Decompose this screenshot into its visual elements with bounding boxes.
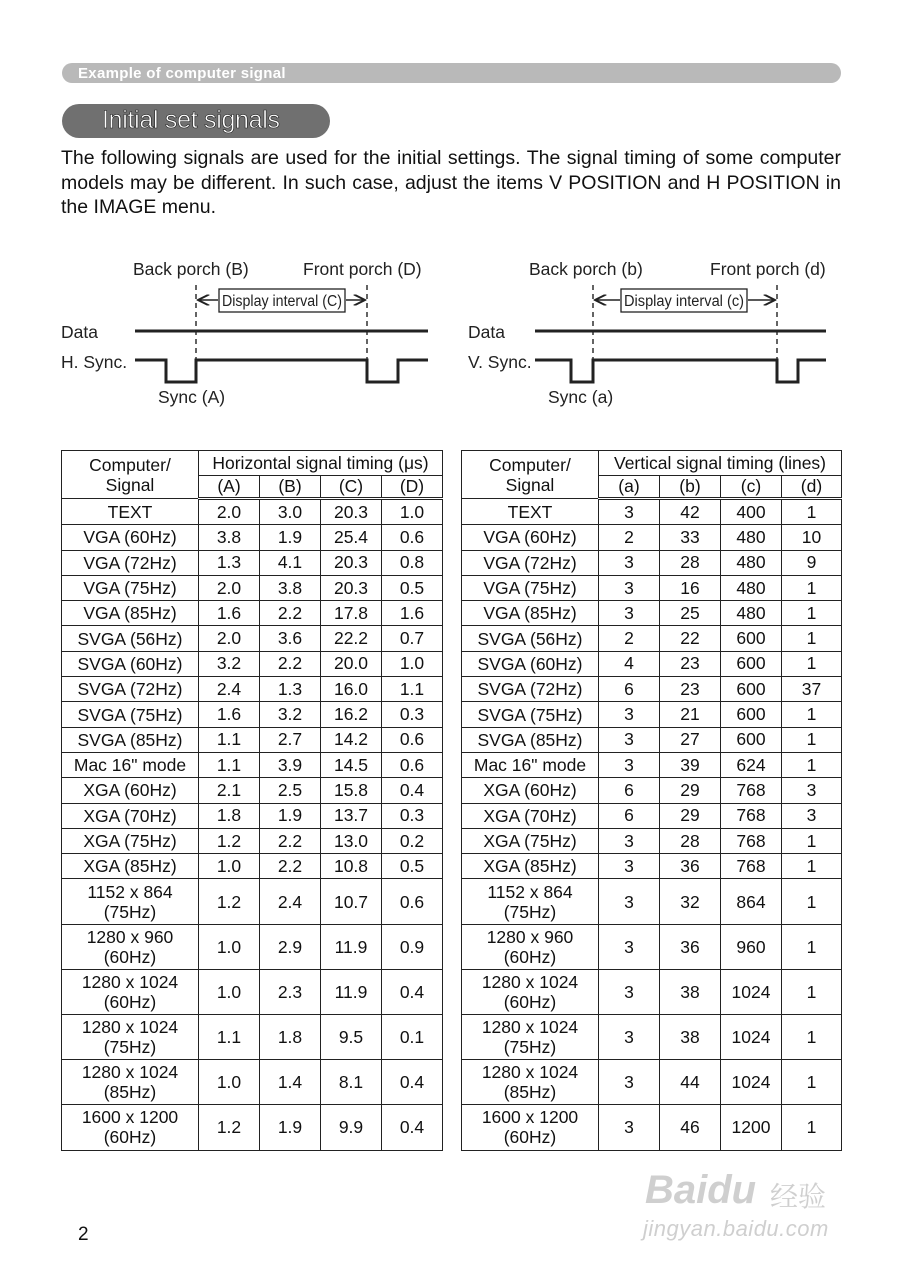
value-cell: 0.2 [382,828,443,853]
value-cell: 768 [721,778,782,803]
section-header-bar [62,63,841,83]
column-header: (b) [660,476,721,499]
value-cell: 0.5 [382,575,443,600]
value-cell: 600 [721,727,782,752]
value-cell: 0.1 [382,1015,443,1060]
table-row [462,879,842,924]
table-row [462,854,842,879]
signal-cell: SVGA (56Hz) [462,626,599,651]
value-cell: 3.9 [260,752,321,777]
table-row [462,651,842,676]
value-cell: 1.2 [199,1105,260,1150]
value-cell: 1.6 [199,601,260,626]
value-cell: 3.2 [260,702,321,727]
value-cell: 3.6 [260,626,321,651]
value-cell: 0.3 [382,702,443,727]
value-cell: 600 [721,626,782,651]
value-cell: 2.4 [199,677,260,702]
value-cell: 6 [599,803,660,828]
sync-waveform [135,360,428,382]
value-cell: 20.3 [321,550,382,575]
value-cell: 3 [782,803,842,828]
value-cell: 20.3 [321,575,382,600]
section-title: Example of computer signal [78,65,286,82]
signal-cell: XGA (85Hz) [462,854,599,879]
table-row [462,702,842,727]
table-row [62,601,443,626]
signal-cell: SVGA (72Hz) [462,677,599,702]
value-cell: 1.6 [382,601,443,626]
value-cell: 0.4 [382,969,443,1014]
value-cell: 1.1 [199,727,260,752]
value-cell: 1.0 [382,499,443,525]
value-cell: 44 [660,1060,721,1105]
value-cell: 10.7 [321,879,382,924]
back-porch-label: Back porch (b) [529,259,643,279]
value-cell: 1 [782,1060,842,1105]
column-group-header: Horizontal signal timing (μs) [199,451,443,476]
signal-cell: 1280 x 1024 (75Hz) [462,1015,599,1060]
value-cell: 1.8 [260,1015,321,1060]
value-cell: 39 [660,752,721,777]
value-cell: 1.2 [199,828,260,853]
table-row [62,525,443,550]
table-row [462,1015,842,1060]
value-cell: 2.9 [260,924,321,969]
value-cell: 2.2 [260,854,321,879]
table-row [62,1015,443,1060]
value-cell: 2 [599,626,660,651]
column-header-signal: Computer/ Signal [462,451,599,499]
value-cell: 768 [721,828,782,853]
value-cell: 1.9 [260,1105,321,1150]
table-row [462,924,842,969]
value-cell: 6 [599,677,660,702]
table-header-row [62,451,443,476]
signal-cell: VGA (85Hz) [462,601,599,626]
vertical-timing-diagram [468,259,826,407]
value-cell: 1024 [721,1015,782,1060]
sync-waveform [535,360,826,382]
value-cell: 1 [782,499,842,525]
table-row [462,575,842,600]
value-cell: 36 [660,854,721,879]
value-cell: 3 [599,550,660,575]
signal-cell: SVGA (56Hz) [62,626,199,651]
data-label: Data [61,322,98,342]
table-row [462,727,842,752]
data-label: Data [468,322,505,342]
signal-cell: SVGA (60Hz) [462,651,599,676]
table-row [62,854,443,879]
value-cell: 23 [660,677,721,702]
horizontal-timing-diagram [61,259,428,407]
value-cell: 3 [599,752,660,777]
value-cell: 2.7 [260,727,321,752]
value-cell: 0.4 [382,1105,443,1150]
value-cell: 0.8 [382,550,443,575]
value-cell: 3 [599,1105,660,1150]
value-cell: 2.0 [199,626,260,651]
value-cell: 4 [599,651,660,676]
table-row [462,828,842,853]
signal-cell: VGA (72Hz) [462,550,599,575]
value-cell: 1.3 [199,550,260,575]
value-cell: 46 [660,1105,721,1150]
table-header-row [462,451,842,476]
value-cell: 1024 [721,969,782,1014]
signal-cell: 1152 x 864 (75Hz) [62,879,199,924]
value-cell: 1 [782,828,842,853]
signal-cell: XGA (75Hz) [62,828,199,853]
value-cell: 2.2 [260,601,321,626]
value-cell: 3 [599,575,660,600]
value-cell: 0.9 [382,924,443,969]
watermark-brand: Baidu [645,1168,757,1212]
column-header: (d) [782,476,842,499]
table-row [62,702,443,727]
signal-cell: VGA (72Hz) [62,550,199,575]
sync-pulse-label: Sync (A) [158,387,226,407]
value-cell: 600 [721,702,782,727]
signal-cell: 1600 x 1200 (60Hz) [462,1105,599,1150]
signal-cell: Mac 16" mode [62,752,199,777]
value-cell: 37 [782,677,842,702]
column-header: (D) [382,476,443,499]
value-cell: 14.5 [321,752,382,777]
value-cell: 1 [782,879,842,924]
intro-paragraph: The following signals are used for the initial settings. The signal timing of some computer models may be different. In such case, adjust the items V POSITION and H POSITION in the IMAGE menu. [61,147,841,218]
table-row [62,1060,443,1105]
watermark-url: jingyan.baidu.com [643,1216,829,1241]
value-cell: 42 [660,499,721,525]
value-cell: 32 [660,879,721,924]
signal-cell: SVGA (60Hz) [62,651,199,676]
sync-signal-label: H. Sync. [61,352,128,372]
value-cell: 16.0 [321,677,382,702]
signal-cell: TEXT [462,499,599,525]
table-row [62,1105,443,1150]
table-row [62,499,443,525]
signal-cell: VGA (85Hz) [62,601,199,626]
value-cell: 1 [782,854,842,879]
value-cell: 38 [660,969,721,1014]
signal-cell: 1280 x 1024 (85Hz) [462,1060,599,1105]
value-cell: 3 [599,969,660,1014]
table-row [62,924,443,969]
table-row [62,879,443,924]
table-row [62,828,443,853]
value-cell: 1200 [721,1105,782,1150]
value-cell: 3 [599,854,660,879]
signal-cell: XGA (60Hz) [462,778,599,803]
table-row [62,626,443,651]
signal-cell: TEXT [62,499,199,525]
value-cell: 23 [660,651,721,676]
heading-pill [62,104,330,138]
signal-cell: 1600 x 1200 (60Hz) [62,1105,199,1150]
value-cell: 16 [660,575,721,600]
value-cell: 1 [782,924,842,969]
value-cell: 22 [660,626,721,651]
value-cell: 25.4 [321,525,382,550]
value-cell: 11.9 [321,924,382,969]
value-cell: 1 [782,1015,842,1060]
value-cell: 16.2 [321,702,382,727]
value-cell: 0.6 [382,879,443,924]
value-cell: 13.7 [321,803,382,828]
signal-cell: XGA (70Hz) [462,803,599,828]
table-row [462,752,842,777]
table-row [462,1105,842,1150]
value-cell: 1 [782,727,842,752]
signal-cell: VGA (75Hz) [462,575,599,600]
value-cell: 28 [660,550,721,575]
column-header: (B) [260,476,321,499]
table-row [62,752,443,777]
value-cell: 3.2 [199,651,260,676]
value-cell: 2.5 [260,778,321,803]
signal-cell: VGA (75Hz) [62,575,199,600]
value-cell: 1.3 [260,677,321,702]
value-cell: 1.0 [199,924,260,969]
value-cell: 600 [721,651,782,676]
table-row [462,499,842,525]
signal-cell: 1280 x 960 (60Hz) [62,924,199,969]
signal-cell: 1280 x 1024 (60Hz) [462,969,599,1014]
signal-cell: 1280 x 1024 (75Hz) [62,1015,199,1060]
value-cell: 9 [782,550,842,575]
signal-cell: XGA (85Hz) [62,854,199,879]
value-cell: 1.0 [199,969,260,1014]
value-cell: 2.2 [260,828,321,853]
signal-cell: XGA (70Hz) [62,803,199,828]
table-row [62,969,443,1014]
value-cell: 1.9 [260,803,321,828]
value-cell: 768 [721,803,782,828]
value-cell: 0.5 [382,854,443,879]
value-cell: 1 [782,1105,842,1150]
column-header: (C) [321,476,382,499]
value-cell: 3 [782,778,842,803]
signal-cell: SVGA (75Hz) [462,702,599,727]
value-cell: 2.4 [260,879,321,924]
value-cell: 10 [782,525,842,550]
value-cell: 25 [660,601,721,626]
column-header-signal: Computer/ Signal [62,451,199,499]
signal-cell: VGA (60Hz) [462,525,599,550]
table-row [462,525,842,550]
value-cell: 13.0 [321,828,382,853]
value-cell: 9.9 [321,1105,382,1150]
value-cell: 33 [660,525,721,550]
value-cell: 1.1 [382,677,443,702]
value-cell: 1.2 [199,879,260,924]
column-header: (c) [721,476,782,499]
front-porch-label: Front porch (D) [303,259,422,279]
value-cell: 0.4 [382,778,443,803]
value-cell: 0.4 [382,1060,443,1105]
value-cell: 1 [782,752,842,777]
value-cell: 22.2 [321,626,382,651]
value-cell: 1.6 [199,702,260,727]
value-cell: 20.0 [321,651,382,676]
column-header: (a) [599,476,660,499]
value-cell: 864 [721,879,782,924]
value-cell: 480 [721,575,782,600]
timing-diagrams [0,250,902,420]
table-row [62,550,443,575]
table-row [62,727,443,752]
value-cell: 29 [660,778,721,803]
value-cell: 624 [721,752,782,777]
table-row [462,677,842,702]
column-header: (A) [199,476,260,499]
table-row [462,969,842,1014]
value-cell: 3.0 [260,499,321,525]
table-row [62,803,443,828]
value-cell: 1 [782,969,842,1014]
value-cell: 21 [660,702,721,727]
value-cell: 0.3 [382,803,443,828]
value-cell: 1.1 [199,1015,260,1060]
table-row [462,601,842,626]
signal-cell: VGA (60Hz) [62,525,199,550]
table-row [462,550,842,575]
value-cell: 1 [782,575,842,600]
signal-cell: Mac 16" mode [462,752,599,777]
table-row [62,677,443,702]
value-cell: 3 [599,879,660,924]
value-cell: 2 [599,525,660,550]
value-cell: 2.3 [260,969,321,1014]
value-cell: 480 [721,550,782,575]
value-cell: 960 [721,924,782,969]
signal-cell: SVGA (72Hz) [62,677,199,702]
value-cell: 4.1 [260,550,321,575]
value-cell: 14.2 [321,727,382,752]
value-cell: 768 [721,854,782,879]
value-cell: 3 [599,924,660,969]
value-cell: 1 [782,601,842,626]
value-cell: 3 [599,601,660,626]
value-cell: 0.6 [382,525,443,550]
value-cell: 3 [599,1060,660,1105]
value-cell: 3.8 [260,575,321,600]
value-cell: 3 [599,499,660,525]
signal-cell: XGA (60Hz) [62,778,199,803]
value-cell: 27 [660,727,721,752]
value-cell: 6 [599,778,660,803]
value-cell: 1.9 [260,525,321,550]
value-cell: 38 [660,1015,721,1060]
table-row [62,651,443,676]
value-cell: 0.6 [382,752,443,777]
value-cell: 17.8 [321,601,382,626]
value-cell: 29 [660,803,721,828]
value-cell: 9.5 [321,1015,382,1060]
value-cell: 1 [782,702,842,727]
value-cell: 1 [782,626,842,651]
signal-cell: 1280 x 1024 (85Hz) [62,1060,199,1105]
value-cell: 2.0 [199,575,260,600]
value-cell: 1.8 [199,803,260,828]
front-porch-label: Front porch (d) [710,259,826,279]
value-cell: 2.0 [199,499,260,525]
value-cell: 3 [599,727,660,752]
value-cell: 1.1 [199,752,260,777]
value-cell: 8.1 [321,1060,382,1105]
watermark-cn: 经验 [770,1181,827,1212]
signal-cell: 1280 x 1024 (60Hz) [62,969,199,1014]
horizontal-timing-table [61,450,443,1151]
sync-signal-label: V. Sync. [468,352,532,372]
value-cell: 10.8 [321,854,382,879]
value-cell: 0.7 [382,626,443,651]
value-cell: 3 [599,702,660,727]
value-cell: 1.0 [199,854,260,879]
value-cell: 2.1 [199,778,260,803]
table-row [462,778,842,803]
value-cell: 400 [721,499,782,525]
back-porch-label: Back porch (B) [133,259,249,279]
table-row [462,1060,842,1105]
table-row [62,575,443,600]
signal-cell: SVGA (85Hz) [62,727,199,752]
signal-cell: XGA (75Hz) [462,828,599,853]
value-cell: 11.9 [321,969,382,1014]
display-interval-label: Display interval (c) [624,293,744,310]
value-cell: 20.3 [321,499,382,525]
signal-cell: SVGA (75Hz) [62,702,199,727]
value-cell: 480 [721,525,782,550]
column-group-header: Vertical signal timing (lines) [599,451,842,476]
page-heading: Initial set signals [102,106,280,134]
value-cell: 36 [660,924,721,969]
value-cell: 3 [599,828,660,853]
value-cell: 1.0 [382,651,443,676]
value-cell: 1.0 [199,1060,260,1105]
sync-pulse-label: Sync (a) [548,387,614,407]
value-cell: 0.6 [382,727,443,752]
value-cell: 2.2 [260,651,321,676]
table-row [62,778,443,803]
page-number: 2 [78,1224,89,1245]
signal-cell: 1280 x 960 (60Hz) [462,924,599,969]
value-cell: 28 [660,828,721,853]
value-cell: 3.8 [199,525,260,550]
value-cell: 480 [721,601,782,626]
table-row [462,626,842,651]
value-cell: 1 [782,651,842,676]
value-cell: 600 [721,677,782,702]
value-cell: 1024 [721,1060,782,1105]
value-cell: 1.4 [260,1060,321,1105]
value-cell: 15.8 [321,778,382,803]
signal-cell: SVGA (85Hz) [462,727,599,752]
vertical-timing-table [461,450,842,1151]
value-cell: 3 [599,1015,660,1060]
display-interval-label: Display interval (C) [222,293,342,310]
table-row [462,803,842,828]
signal-cell: 1152 x 864 (75Hz) [462,879,599,924]
